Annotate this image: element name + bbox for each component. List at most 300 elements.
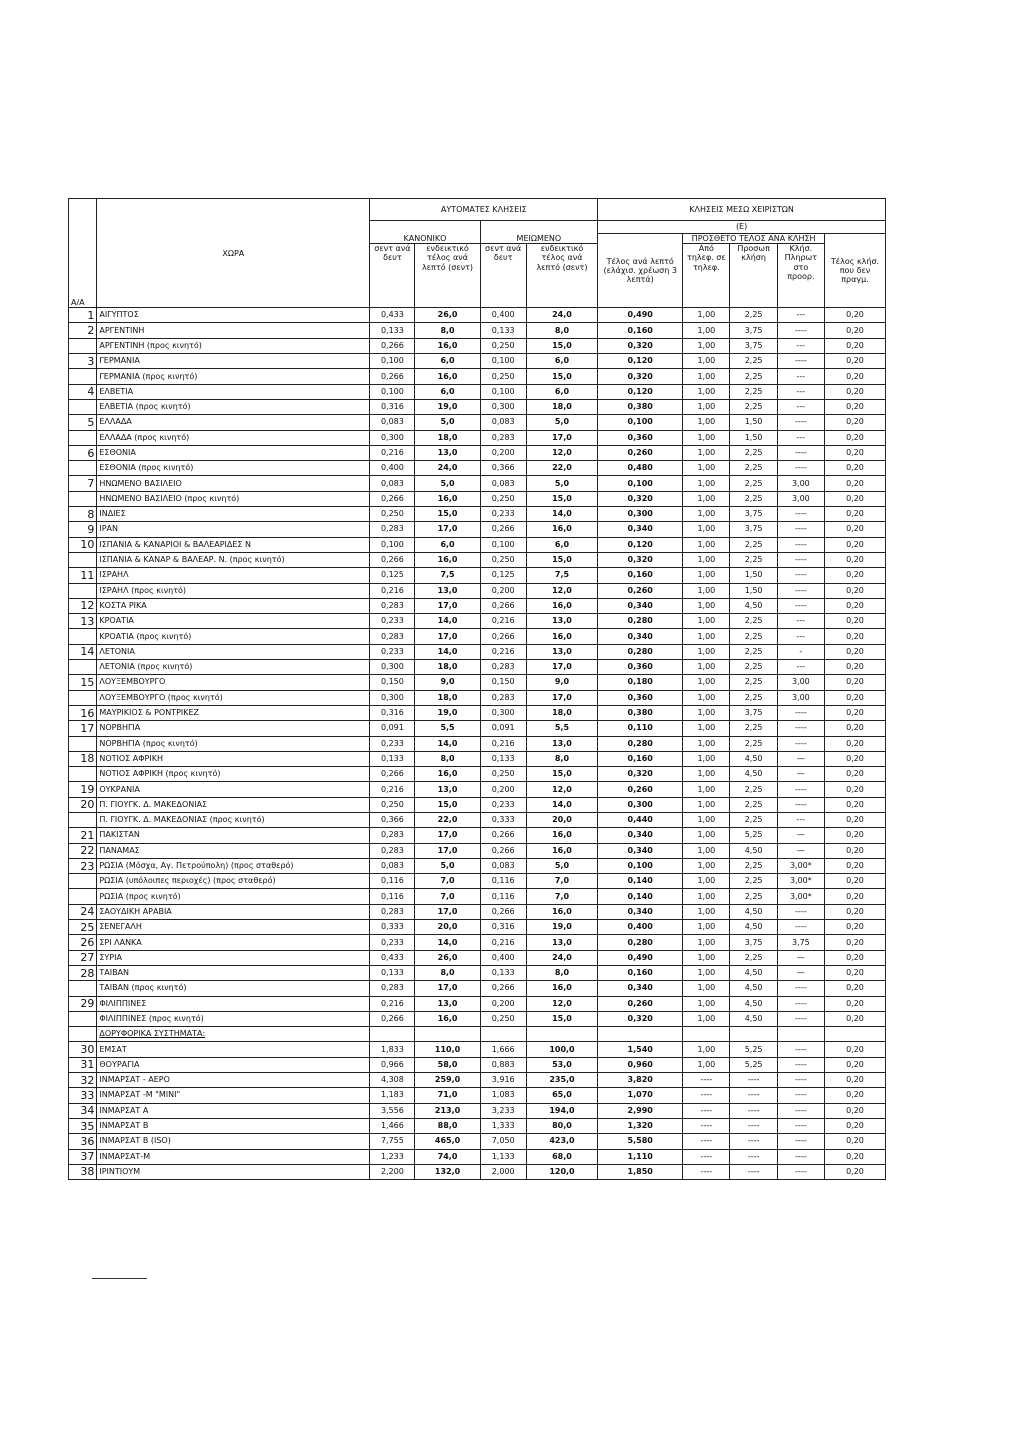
row-number xyxy=(69,552,97,567)
row-number: 38 xyxy=(69,1164,97,1179)
normal-indicative-cell: 26,0 xyxy=(415,308,480,323)
reduced-indicative-cell: 19,0 xyxy=(526,920,597,935)
reduced-cent-per-sec-cell: 0,200 xyxy=(480,445,526,460)
paid-call-fee-cell: ---- xyxy=(777,1118,824,1133)
from-phone-fee-cell: 1,00 xyxy=(683,629,730,644)
person-call-fee-cell: 3,75 xyxy=(730,522,777,537)
per-min-fee-cell: 1,320 xyxy=(598,1118,683,1133)
row-number: 4 xyxy=(69,384,97,399)
country-name: ΛΟΥΞΕΜΒΟΥΡΓΟ xyxy=(97,675,370,690)
from-phone-fee-cell: 1,00 xyxy=(683,1042,730,1057)
per-min-fee-cell: 0,260 xyxy=(598,996,683,1011)
normal-indicative-cell: 259,0 xyxy=(415,1073,480,1088)
normal-cent-per-sec-cell: 0,083 xyxy=(370,415,415,430)
row-number xyxy=(69,981,97,996)
unanswered-fee-cell: 0,20 xyxy=(824,537,885,552)
normal-cent-per-sec-cell: 0,216 xyxy=(370,996,415,1011)
normal-cent-per-sec-cell: 0,366 xyxy=(370,812,415,827)
country-name: ΚΡΟΑΤΙΑ (προς κινητό) xyxy=(97,629,370,644)
reduced-indicative-cell: 16,0 xyxy=(526,828,597,843)
from-phone-fee-cell: 1,00 xyxy=(683,399,730,414)
header-reduced: ΜΕΙΩΜΕΝΟ xyxy=(480,221,598,244)
from-phone-fee-cell: ---- xyxy=(683,1073,730,1088)
from-phone-fee-cell: 1,00 xyxy=(683,843,730,858)
paid-call-fee-cell: 3,00 xyxy=(777,690,824,705)
per-min-fee-cell: 0,280 xyxy=(598,935,683,950)
reduced-cent-per-sec-cell: 0,283 xyxy=(480,690,526,705)
unanswered-fee-cell: 0,20 xyxy=(824,660,885,675)
unanswered-fee-cell: 0,20 xyxy=(824,828,885,843)
row-number: 18 xyxy=(69,751,97,766)
normal-indicative-cell: 16,0 xyxy=(415,1011,480,1026)
header-person-call: Προσωπ κλήση xyxy=(730,244,777,308)
unanswered-fee-cell: 0,20 xyxy=(824,843,885,858)
normal-indicative-cell: 16,0 xyxy=(415,369,480,384)
reduced-indicative-cell: 18,0 xyxy=(526,705,597,720)
unanswered-fee-cell: 0,20 xyxy=(824,874,885,889)
person-call-fee-cell: 2,25 xyxy=(730,476,777,491)
from-phone-fee-cell: 1,00 xyxy=(683,323,730,338)
row-number: 6 xyxy=(69,445,97,460)
normal-cent-per-sec-cell: 0,283 xyxy=(370,843,415,858)
reduced-cent-per-sec-cell: 0,300 xyxy=(480,399,526,414)
from-phone-fee-cell: 1,00 xyxy=(683,568,730,583)
reduced-indicative-cell: 9,0 xyxy=(526,675,597,690)
row-number: 17 xyxy=(69,721,97,736)
from-phone-fee-cell: 1,00 xyxy=(683,461,730,476)
table-row xyxy=(69,1042,886,1057)
normal-cent-per-sec-cell: 0,133 xyxy=(370,965,415,980)
per-min-fee-cell: 0,160 xyxy=(598,751,683,766)
normal-cent-per-sec-cell: 0,300 xyxy=(370,690,415,705)
paid-call-fee-cell: — xyxy=(777,751,824,766)
country-name: ΝΟΤΙΟΣ ΑΦΡΙΚΗ xyxy=(97,751,370,766)
country-name: ΑΙΓΥΠΤΟΣ xyxy=(97,308,370,323)
from-phone-fee-cell: 1,00 xyxy=(683,981,730,996)
reduced-indicative-cell: 12,0 xyxy=(526,445,597,460)
country-name: ΕΣΘΟΝΙΑ xyxy=(97,445,370,460)
reduced-cent-per-sec-cell: 0,233 xyxy=(480,507,526,522)
normal-cent-per-sec-cell: 0,216 xyxy=(370,782,415,797)
country-name: ΙΡΙΝΤΙΟΥΜ xyxy=(97,1164,370,1179)
normal-cent-per-sec-cell: 0,283 xyxy=(370,522,415,537)
row-number xyxy=(69,889,97,904)
from-phone-fee-cell: 1,00 xyxy=(683,920,730,935)
per-min-fee-cell: 0,380 xyxy=(598,399,683,414)
table-row xyxy=(69,552,886,567)
person-call-fee-cell: 2,25 xyxy=(730,369,777,384)
reduced-cent-per-sec-cell: 0,250 xyxy=(480,338,526,353)
normal-cent-per-sec-cell: 0,091 xyxy=(370,721,415,736)
country-name: ΙΝΜΑΡΣΑΤ-Μ xyxy=(97,1149,370,1164)
row-number: 19 xyxy=(69,782,97,797)
table-header xyxy=(69,199,886,308)
country-name: ΜΑΥΡΙΚΙΟΣ & ΡΟΝΤΡΙΚΕΖ xyxy=(97,705,370,720)
normal-cent-per-sec-cell: 0,266 xyxy=(370,1011,415,1026)
normal-indicative-cell: 17,0 xyxy=(415,598,480,613)
reduced-cent-per-sec-cell: 1,333 xyxy=(480,1118,526,1133)
from-phone-fee-cell: 1,00 xyxy=(683,996,730,1011)
unanswered-fee-cell: 0,20 xyxy=(824,644,885,659)
country-name: ΝΟΤΙΟΣ ΑΦΡΙΚΗ (προς κινητό) xyxy=(97,767,370,782)
person-call-fee-cell: 4,50 xyxy=(730,996,777,1011)
per-min-fee-cell: 0,490 xyxy=(598,308,683,323)
table-row xyxy=(69,1134,886,1149)
normal-indicative-cell: 7,0 xyxy=(415,889,480,904)
reduced-indicative-cell: 8,0 xyxy=(526,965,597,980)
per-min-fee-cell: 0,160 xyxy=(598,323,683,338)
row-number: 21 xyxy=(69,828,97,843)
paid-call-fee-cell: ---- xyxy=(777,598,824,613)
paid-call-fee-cell: ---- xyxy=(777,904,824,919)
normal-indicative-cell: 5,0 xyxy=(415,476,480,491)
normal-cent-per-sec-cell: 0,266 xyxy=(370,767,415,782)
reduced-cent-per-sec-cell: 0,266 xyxy=(480,828,526,843)
table-row xyxy=(69,1149,886,1164)
paid-call-fee-cell: ---- xyxy=(777,996,824,1011)
from-phone-fee-cell: 1,00 xyxy=(683,491,730,506)
normal-indicative-cell: 6,0 xyxy=(415,384,480,399)
paid-call-fee-cell: — xyxy=(777,828,824,843)
header-unanswered-fee: Τέλος κλήσ. που δεν πραγμ. xyxy=(824,234,885,308)
row-number xyxy=(69,399,97,414)
from-phone-fee-cell: ---- xyxy=(683,1103,730,1118)
person-call-fee-cell: 1,50 xyxy=(730,415,777,430)
normal-cent-per-sec-cell: 0,116 xyxy=(370,874,415,889)
row-number: 7 xyxy=(69,476,97,491)
normal-cent-per-sec-cell: 1,233 xyxy=(370,1149,415,1164)
reduced-indicative-cell: 24,0 xyxy=(526,950,597,965)
row-number: 35 xyxy=(69,1118,97,1133)
country-name: ΗΝΩΜΕΝΟ ΒΑΣΙΛΕΙΟ xyxy=(97,476,370,491)
reduced-indicative-cell: 7,0 xyxy=(526,874,597,889)
unanswered-fee-cell: 0,20 xyxy=(824,598,885,613)
person-call-fee-cell: 2,25 xyxy=(730,399,777,414)
unanswered-fee-cell: 0,20 xyxy=(824,522,885,537)
unanswered-fee-cell: 0,20 xyxy=(824,338,885,353)
normal-indicative-cell: 18,0 xyxy=(415,660,480,675)
reduced-cent-per-sec-cell: 0,266 xyxy=(480,904,526,919)
normal-cent-per-sec-cell: 0,216 xyxy=(370,583,415,598)
country-name: ΕΣΘΟΝΙΑ (προς κινητό) xyxy=(97,461,370,476)
normal-cent-per-sec-cell: 0,283 xyxy=(370,598,415,613)
row-number xyxy=(69,629,97,644)
paid-call-fee-cell: --- xyxy=(777,308,824,323)
per-min-fee-cell: 0,480 xyxy=(598,461,683,476)
reduced-cent-per-sec-cell: 0,250 xyxy=(480,1011,526,1026)
reduced-indicative-cell: 17,0 xyxy=(526,660,597,675)
normal-indicative-cell: 13,0 xyxy=(415,583,480,598)
normal-cent-per-sec-cell: 0,083 xyxy=(370,858,415,873)
per-min-fee-cell: 0,260 xyxy=(598,583,683,598)
reduced-indicative-cell: 16,0 xyxy=(526,629,597,644)
normal-indicative-cell: 13,0 xyxy=(415,782,480,797)
normal-cent-per-sec-cell: 0,100 xyxy=(370,354,415,369)
person-call-fee-cell: 2,25 xyxy=(730,675,777,690)
reduced-cent-per-sec-cell: 0,216 xyxy=(480,644,526,659)
per-min-fee-cell: 0,120 xyxy=(598,354,683,369)
reduced-cent-per-sec-cell: 0,333 xyxy=(480,812,526,827)
normal-cent-per-sec-cell: 0,266 xyxy=(370,338,415,353)
row-number: 8 xyxy=(69,507,97,522)
person-call-fee-cell: 1,50 xyxy=(730,568,777,583)
country-name: ΙΝΔΙΕΣ xyxy=(97,507,370,522)
country-name: ΕΛΛΑΔΑ (προς κινητό) xyxy=(97,430,370,445)
reduced-cent-per-sec-cell: 1,083 xyxy=(480,1088,526,1103)
person-call-fee-cell: 2,25 xyxy=(730,690,777,705)
paid-call-fee-cell: --- xyxy=(777,430,824,445)
normal-indicative-cell: 15,0 xyxy=(415,507,480,522)
paid-call-fee-cell: — xyxy=(777,950,824,965)
table-row xyxy=(69,858,886,873)
from-phone-fee-cell: 1,00 xyxy=(683,507,730,522)
per-min-fee-cell: 0,120 xyxy=(598,384,683,399)
reduced-indicative-cell: 6,0 xyxy=(526,537,597,552)
from-phone-fee-cell: 1,00 xyxy=(683,904,730,919)
row-number xyxy=(69,461,97,476)
country-name: ΛΕΤΟΝΙΑ xyxy=(97,644,370,659)
from-phone-fee-cell: 1,00 xyxy=(683,767,730,782)
normal-indicative-cell: 20,0 xyxy=(415,920,480,935)
paid-call-fee-cell: ---- xyxy=(777,522,824,537)
from-phone-fee-cell: 1,00 xyxy=(683,415,730,430)
reduced-indicative-cell: 7,0 xyxy=(526,889,597,904)
normal-indicative-cell: 8,0 xyxy=(415,751,480,766)
person-call-fee-cell: 2,25 xyxy=(730,552,777,567)
country-name: ΗΝΩΜΕΝΟ ΒΑΣΙΛΕΙΟ (προς κινητό) xyxy=(97,491,370,506)
paid-call-fee-cell: ---- xyxy=(777,354,824,369)
person-call-fee-cell: 1,50 xyxy=(730,583,777,598)
per-min-fee-cell: 0,360 xyxy=(598,660,683,675)
row-number: 25 xyxy=(69,920,97,935)
reduced-cent-per-sec-cell: 0,400 xyxy=(480,950,526,965)
person-call-fee-cell: 2,25 xyxy=(730,721,777,736)
normal-indicative-cell: 14,0 xyxy=(415,736,480,751)
country-name: ΙΝΜΑΡΣΑΤ -Μ "MINI" xyxy=(97,1088,370,1103)
normal-indicative-cell: 6,0 xyxy=(415,354,480,369)
reduced-cent-per-sec-cell: 0,250 xyxy=(480,491,526,506)
from-phone-fee-cell: 1,00 xyxy=(683,889,730,904)
header-normal-indicative: ενδεικτικό τέλος ανά λεπτό (σεντ) xyxy=(415,244,480,308)
unanswered-fee-cell: 0,20 xyxy=(824,721,885,736)
country-name: ΕΜΣΑΤ xyxy=(97,1042,370,1057)
unanswered-fee-cell: 0,20 xyxy=(824,705,885,720)
country-name: ΕΛΒΕΤΙΑ (προς κινητό) xyxy=(97,399,370,414)
reduced-cent-per-sec-cell: 0,100 xyxy=(480,384,526,399)
normal-cent-per-sec-cell: 0,266 xyxy=(370,552,415,567)
table-row xyxy=(69,308,886,323)
from-phone-fee-cell: 1,00 xyxy=(683,797,730,812)
reduced-indicative-cell: 13,0 xyxy=(526,935,597,950)
reduced-cent-per-sec-cell: 0,216 xyxy=(480,614,526,629)
person-call-fee-cell: ---- xyxy=(730,1088,777,1103)
normal-indicative-cell: 14,0 xyxy=(415,614,480,629)
paid-call-fee-cell: 3,00* xyxy=(777,874,824,889)
reduced-indicative-cell: 80,0 xyxy=(526,1118,597,1133)
normal-indicative-cell: 8,0 xyxy=(415,965,480,980)
reduced-indicative-cell: 12,0 xyxy=(526,583,597,598)
reduced-cent-per-sec-cell: 0,300 xyxy=(480,705,526,720)
from-phone-fee-cell: 1,00 xyxy=(683,950,730,965)
from-phone-fee-cell: 1,00 xyxy=(683,476,730,491)
table-row xyxy=(69,751,886,766)
normal-indicative-cell: 5,0 xyxy=(415,858,480,873)
unanswered-fee-cell: 0,20 xyxy=(824,920,885,935)
unanswered-fee-cell: 0,20 xyxy=(824,782,885,797)
reduced-cent-per-sec-cell: 0,883 xyxy=(480,1057,526,1072)
from-phone-fee-cell: 1,00 xyxy=(683,858,730,873)
person-call-fee-cell: 4,50 xyxy=(730,767,777,782)
from-phone-fee-cell: 1,00 xyxy=(683,828,730,843)
normal-cent-per-sec-cell: 0,116 xyxy=(370,889,415,904)
row-number xyxy=(69,1011,97,1026)
normal-cent-per-sec-cell: 0,233 xyxy=(370,935,415,950)
paid-call-fee-cell: 3,00 xyxy=(777,675,824,690)
normal-indicative-cell: 58,0 xyxy=(415,1057,480,1072)
normal-cent-per-sec-cell: 0,283 xyxy=(370,629,415,644)
normal-cent-per-sec-cell: 0,283 xyxy=(370,904,415,919)
from-phone-fee-cell: 1,00 xyxy=(683,338,730,353)
row-number: 15 xyxy=(69,675,97,690)
row-number: 1 xyxy=(69,308,97,323)
row-number: 33 xyxy=(69,1088,97,1103)
reduced-cent-per-sec-cell: 0,316 xyxy=(480,920,526,935)
reduced-cent-per-sec-cell: 0,266 xyxy=(480,598,526,613)
unanswered-fee-cell: 0,20 xyxy=(824,384,885,399)
per-min-fee-cell: 0,280 xyxy=(598,644,683,659)
normal-indicative-cell: 17,0 xyxy=(415,828,480,843)
table-row xyxy=(69,384,886,399)
unanswered-fee-cell: 0,20 xyxy=(824,858,885,873)
row-number xyxy=(69,369,97,384)
country-name: ΕΛΛΑΔΑ xyxy=(97,415,370,430)
table-row xyxy=(69,507,886,522)
from-phone-fee-cell: ---- xyxy=(683,1149,730,1164)
unanswered-fee-cell: 0,20 xyxy=(824,797,885,812)
paid-call-fee-cell: ---- xyxy=(777,1103,824,1118)
reduced-cent-per-sec-cell: 2,000 xyxy=(480,1164,526,1179)
unanswered-fee-cell: 0,20 xyxy=(824,1164,885,1179)
normal-indicative-cell: 17,0 xyxy=(415,981,480,996)
reduced-cent-per-sec-cell: 0,233 xyxy=(480,797,526,812)
row-number: 13 xyxy=(69,614,97,629)
reduced-indicative-cell: 5,5 xyxy=(526,721,597,736)
paid-call-fee-cell: — xyxy=(777,767,824,782)
per-min-fee-cell: 0,160 xyxy=(598,965,683,980)
table-row xyxy=(69,782,886,797)
per-min-fee-cell: 0,110 xyxy=(598,721,683,736)
per-min-fee-cell: 1,850 xyxy=(598,1164,683,1179)
row-number xyxy=(69,736,97,751)
header-from-phone: Από τηλεφ. σε τηλεφ. xyxy=(683,244,730,308)
normal-cent-per-sec-cell: 0,433 xyxy=(370,308,415,323)
person-call-fee-cell: 5,25 xyxy=(730,828,777,843)
country-name: ΟΥΚΡΑΝΙΑ xyxy=(97,782,370,797)
country-name: ΣΕΝΕΓΑΛΗ xyxy=(97,920,370,935)
reduced-cent-per-sec-cell: 0,133 xyxy=(480,965,526,980)
person-call-fee-cell xyxy=(730,1027,777,1042)
reduced-indicative-cell: 15,0 xyxy=(526,491,597,506)
per-min-fee-cell: 0,320 xyxy=(598,552,683,567)
header-reduced-cent-per-sec: σεντ ανά δευτ xyxy=(480,244,526,308)
reduced-cent-per-sec-cell: 7,050 xyxy=(480,1134,526,1149)
unanswered-fee-cell: 0,20 xyxy=(824,889,885,904)
per-min-fee-cell: 0,300 xyxy=(598,507,683,522)
normal-indicative-cell: 16,0 xyxy=(415,552,480,567)
reduced-cent-per-sec-cell: 0,250 xyxy=(480,369,526,384)
normal-indicative-cell: 74,0 xyxy=(415,1149,480,1164)
person-call-fee-cell: 2,25 xyxy=(730,660,777,675)
normal-indicative-cell: 465,0 xyxy=(415,1134,480,1149)
per-min-fee-cell: 0,320 xyxy=(598,369,683,384)
row-number: 31 xyxy=(69,1057,97,1072)
row-number: 30 xyxy=(69,1042,97,1057)
header-extra-fee: ΠΡΟΣΘΕΤΟ ΤΕΛΟΣ ΑΝΑ ΚΛΗΣΗ xyxy=(683,234,825,244)
reduced-indicative-cell: 15,0 xyxy=(526,369,597,384)
unanswered-fee-cell: 0,20 xyxy=(824,675,885,690)
person-call-fee-cell: 2,25 xyxy=(730,308,777,323)
normal-cent-per-sec-cell: 0,150 xyxy=(370,675,415,690)
country-name: ΙΝΜΑΡΣΑΤ - ΑΕΡΟ xyxy=(97,1073,370,1088)
paid-call-fee-cell: 3,00* xyxy=(777,889,824,904)
paid-call-fee-cell: ---- xyxy=(777,507,824,522)
row-number: 27 xyxy=(69,950,97,965)
unanswered-fee-cell: 0,20 xyxy=(824,445,885,460)
per-min-fee-cell: 0,320 xyxy=(598,491,683,506)
person-call-fee-cell: 2,25 xyxy=(730,491,777,506)
normal-cent-per-sec-cell: 0,133 xyxy=(370,751,415,766)
row-number: 29 xyxy=(69,996,97,1011)
normal-indicative-cell: 17,0 xyxy=(415,629,480,644)
per-min-fee-cell: 3,820 xyxy=(598,1073,683,1088)
reduced-indicative-cell: 120,0 xyxy=(526,1164,597,1179)
normal-indicative-cell: 5,0 xyxy=(415,415,480,430)
paid-call-fee-cell: 3,00* xyxy=(777,858,824,873)
reduced-cent-per-sec-cell: 0,400 xyxy=(480,308,526,323)
reduced-indicative-cell: 22,0 xyxy=(526,461,597,476)
paid-call-fee-cell: ---- xyxy=(777,415,824,430)
from-phone-fee-cell: 1,00 xyxy=(683,782,730,797)
per-min-fee-cell: 0,340 xyxy=(598,629,683,644)
reduced-indicative-cell: 5,0 xyxy=(526,858,597,873)
normal-indicative-cell: 16,0 xyxy=(415,767,480,782)
person-call-fee-cell: 2,25 xyxy=(730,797,777,812)
person-call-fee-cell: ---- xyxy=(730,1103,777,1118)
table-row xyxy=(69,981,886,996)
person-call-fee-cell: 4,50 xyxy=(730,843,777,858)
person-call-fee-cell: 3,75 xyxy=(730,705,777,720)
person-call-fee-cell: 2,25 xyxy=(730,812,777,827)
reduced-indicative-cell: 53,0 xyxy=(526,1057,597,1072)
reduced-indicative-cell: 24,0 xyxy=(526,308,597,323)
unanswered-fee-cell: 0,20 xyxy=(824,736,885,751)
normal-cent-per-sec-cell: 0,100 xyxy=(370,384,415,399)
person-call-fee-cell: 3,75 xyxy=(730,935,777,950)
paid-call-fee-cell: ---- xyxy=(777,1134,824,1149)
reduced-cent-per-sec-cell: 0,200 xyxy=(480,583,526,598)
table-row xyxy=(69,1088,886,1103)
per-min-fee-cell: 0,340 xyxy=(598,522,683,537)
reduced-indicative-cell: 14,0 xyxy=(526,797,597,812)
normal-indicative-cell: 13,0 xyxy=(415,996,480,1011)
unanswered-fee-cell: 0,20 xyxy=(824,399,885,414)
table-row xyxy=(69,904,886,919)
country-name: ΓΕΡΜΑΝΙΑ xyxy=(97,354,370,369)
person-call-fee-cell: 5,25 xyxy=(730,1042,777,1057)
country-name: ΙΝΜΑΡΣΑΤ Α xyxy=(97,1103,370,1118)
normal-cent-per-sec-cell: 2,200 xyxy=(370,1164,415,1179)
person-call-fee-cell: 3,75 xyxy=(730,323,777,338)
